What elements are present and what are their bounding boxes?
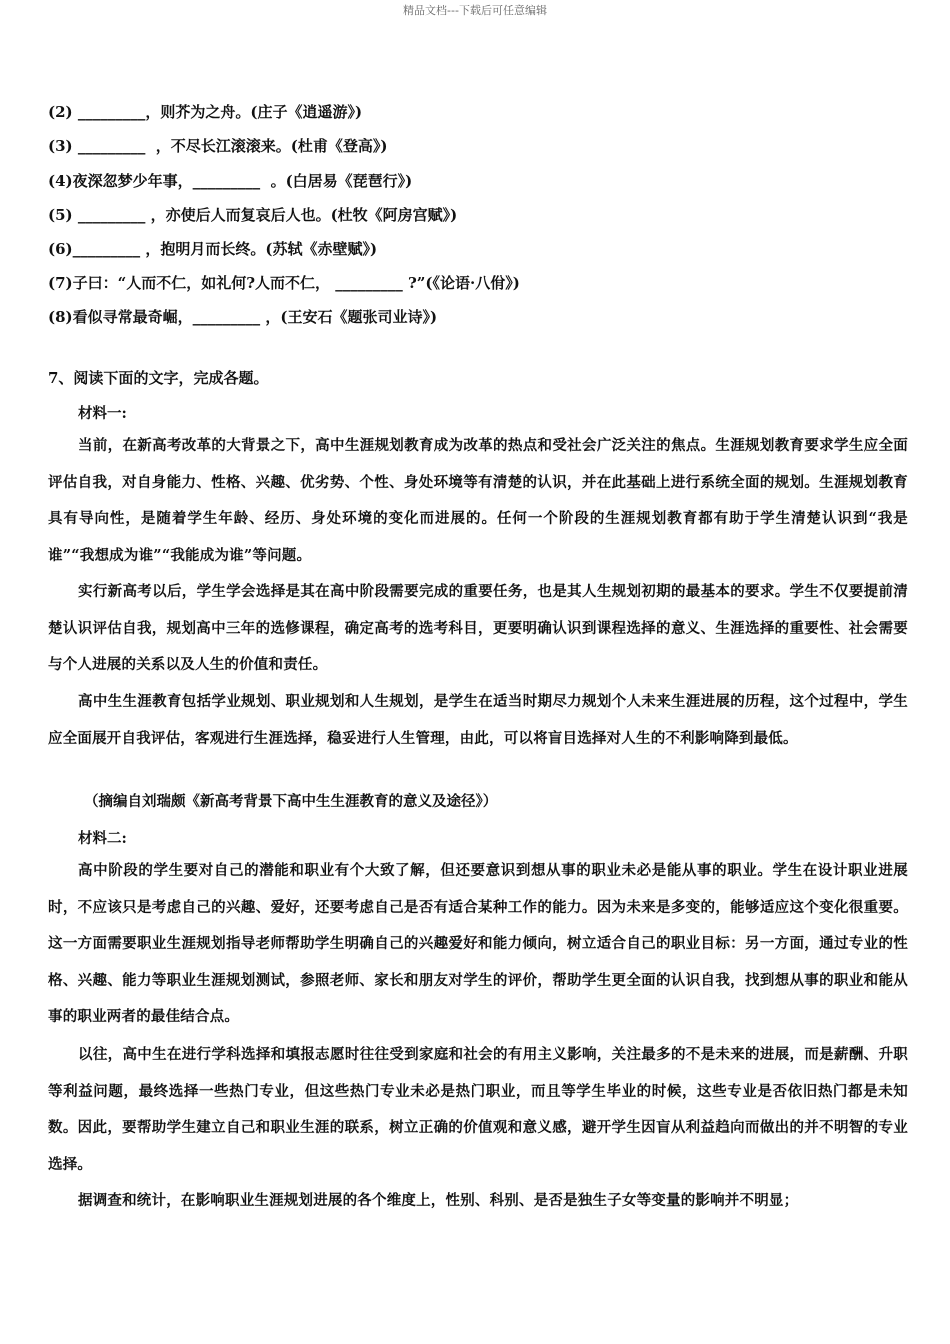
material-2-label: 材料二: [78,830,127,847]
material-1-source: （摘编自刘瑞颇《新高考背景下高中生生涯教育的意义及途径》） [84,793,498,810]
material-2-paragraph: 以往，高中生在进行学科选择和填报志愿时往往受到家庭和社会的有用主义影响，关注最多的不是未来的进展，而是薪酬、升职等利益问题，最终选择一些热门专业，但这些热门专业未必是热门职业，而且等学生毕业的时候，这些专业是否依旧热门都是未知数。因此，要帮助学生建立自己和职业生涯的联系，树立正确的价值观和意义感，避开学生因盲从利益趋向而做出的并不明智的专业选择。 [48,1046,908,1173]
material-2-paragraph: 据调查和统计，在影响职业生涯规划进展的各个维度上，性别、科别、是否是独生子女等变量的影响并不明显； [78,1192,799,1209]
material-1-paragraph: 实行新高考以后，学生学会选择是其在高中阶段需要完成的重要任务，也是其人生规划初期的最基本的要求。学生不仅要提前清楚认识评估自我，规划高中三年的选修课程，确定高考的选考科目，更要明确认识到课程选择的意义、生涯选择的重要性、社会需要与个人进展的关系以及人生的价值和责任。 [48,583,908,674]
material-1-paragraph: 当前，在新高考改革的大背景之下，高中生涯规划教育成为改革的热点和受社会广泛关注的焦点。生涯规划教育要求学生应全面评估自我，对自身能力、性格、兴趣、优劣势、个性、身处环境等有清楚的认识，并在此基础上进行系统全面的规划。生涯规划教育具有导向性，是随着学生年龄、经历、身处环境的变化而进展的。任何一个阶段的生涯规划教育都有助于学生清楚认识到“我是谁”“我想成为谁”“我能成为谁”等问题。 [48,437,908,564]
material-1-label: 材料一: [78,405,127,422]
material-1-paragraph: 高中生生涯教育包括学业规划、职业规划和人生规划，是学生在适当时期尽力规划个人未来生涯进展的历程，这个过程中，学生应全面展开自我评估，客观进行生涯选择，稳妥进行人生管理，由此，可以将盲目选择对人生的不利影响降到最低。 [48,693,908,747]
fill-item-8: (8)看似寻常最奇崛，_________ ，(王安石《题张司业诗》) [48,308,438,326]
fill-item-5: (5) _________ ，亦使后人而复哀后人也。(杜牧《阿房宫赋》) [48,206,458,224]
fill-item-6: (6)_________ ，抱明月而长终。(苏轼《赤壁赋》) [48,240,378,258]
fill-item-4: (4)夜深忽梦少年事，_________ 。(白居易《琵琶行》) [48,172,413,190]
fill-item-2: (2) _________，则芥为之舟。(庄子《逍遥游》) [48,103,363,121]
question-7-heading: 7、阅读下面的文字，完成各题。 [48,369,269,387]
fill-item-3: (3) _________ ，不尽长江滚滚来。(杜甫《登高》) [48,137,388,155]
fill-item-7: (7)子曰：“人而不仁，如礼何?人而不仁， _________ ?”(《论语·八佾》) [48,274,520,292]
page-header: 精品文档---下载后可任意编辑 [403,4,547,17]
material-2-paragraph: 高中阶段的学生要对自己的潜能和职业有个大致了解，但还要意识到想从事的职业未必是能从事的职业。学生在设计职业进展时，不应该只是考虑自己的兴趣、爱好，还要考虑自己是否有适合某种工作的能力。因为未来是多变的，能够适应这个变化很重要。这一方面需要职业生涯规划指导老师帮助学生明确自己的兴趣爱好和能力倾向，树立适合自己的职业目标：另一方面，通过专业的性格、兴趣、能力等职业生涯规划测试，参照老师、家长和朋友对学生的评价，帮助学生更全面的认识自我，找到想从事的职业和能从事的职业两者的最佳结合点。 [48,862,908,1026]
